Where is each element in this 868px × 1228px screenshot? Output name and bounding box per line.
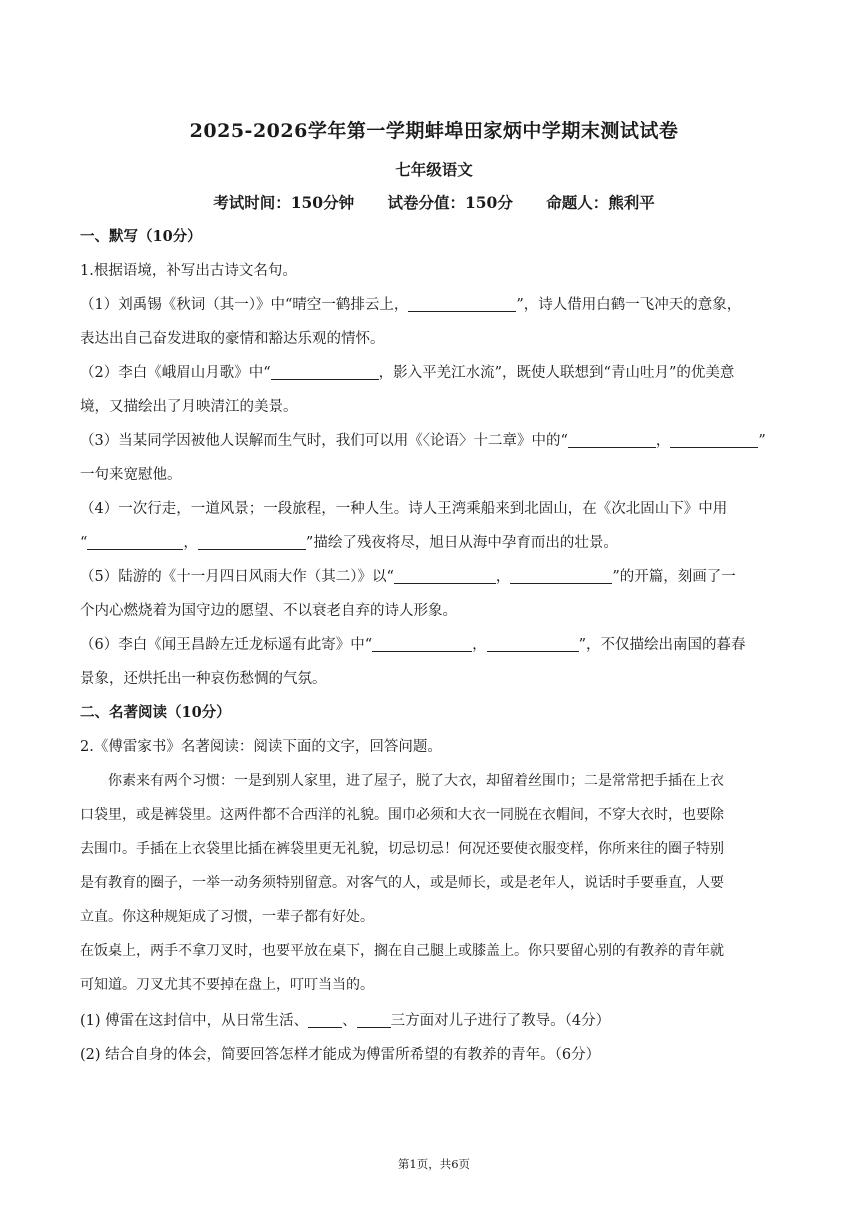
item-5-line-1: （5）陆游的《十一月四日风雨大作（其二）》以“ ， ”的开篇，刻画了一 [80, 560, 791, 594]
item-1-line-2: 表达出自己奋发进取的豪情和豁达乐观的情怀。 [80, 331, 385, 347]
item-1-line-1: （1）刘禹锡《秋词（其一）》中“晴空一鹤排云上， ”，诗人借用白鹤一飞冲天的意象， [80, 288, 791, 322]
answer-blank[interactable] [271, 361, 379, 380]
answer-blank[interactable] [394, 565, 496, 584]
item-2-line-1: （2）李白《峨眉山月歌》中“ ，影入平羌江水流”，既使人联想到“青山吐月”的优美意 [80, 356, 791, 390]
exam-meta [0, 191, 868, 213]
answer-blank[interactable] [487, 633, 579, 652]
answer-blank[interactable] [308, 1009, 342, 1028]
item-3-line-1: （3）当某同学因被他人误解而生气时，我们可以用《〈论语〉十二章》中的“ ， ” [80, 424, 791, 458]
section-1 [80, 220, 791, 764]
answer-blank[interactable] [357, 1009, 391, 1028]
section-1-heading: 一、默写（10分） [80, 228, 202, 245]
answer-blank[interactable] [510, 565, 612, 584]
exam-title: 2025-2026学年第一学期蚌埠田家炳中学期末测试试卷 [189, 120, 679, 142]
item-4-line-2: “ ， ”描绘了残夜将尽，旭日从海中孕育而出的壮景。 [80, 526, 791, 560]
answer-blank[interactable] [87, 531, 183, 550]
answer-blank[interactable] [408, 293, 516, 312]
page-number: 第1页，共6页 [397, 1157, 471, 1171]
item-3-line-2: 一句来宽慰他。 [80, 467, 182, 483]
answer-blank[interactable] [198, 531, 306, 550]
item-6-line-1: （6）李白《闻王昌龄左迁龙标遥有此寄》中“ ， ”，不仅描绘出南国的暮春 [80, 628, 791, 662]
subquestion-2: (2) 结合自身的体会，简要回答怎样才能成为傅雷所希望的有教养的青年。（6分） [80, 1047, 601, 1063]
grade-subject: 七年级语文 [395, 160, 473, 179]
subquestion-1: (1) 傅雷在这封信中，从日常生活、 、 三方面对儿子进行了教导。（4分） [80, 1004, 791, 1038]
exam-score: 试卷分值：150分 [387, 193, 513, 212]
question-2-stem: 2.《傅雷家书》名著阅读：阅读下面的文字，回答问题。 [80, 739, 442, 755]
reading-passage [80, 764, 791, 1002]
item-4-line-1: （4）一次行走，一道风景；一段旅程，一种人生。诗人王湾乘船来到北固山，在《次北固山下》中用 [80, 501, 728, 517]
passage-line: 立直。你这种规矩成了习惯，一辈子都有好处。 [80, 909, 374, 925]
passage-line: 可知道。刀叉尤其不要掉在盘上，叮叮当当的。 [80, 977, 374, 993]
section-2-heading: 二、名著阅读（10分） [80, 704, 231, 721]
passage-line: 去围巾。手插在上衣袋里比插在裤袋里更无礼貌，切忌切忌！何况还要使衣服变样，你所来往的圈子特别 [80, 841, 724, 857]
exam-author: 命题人：熊利平 [546, 193, 655, 212]
section-2-questions [80, 1004, 791, 1072]
passage-line: 你素来有两个习惯：一是到别人家里，进了屋子，脱了大衣，却留着丝围巾；二是常常把手插在上衣 [108, 773, 724, 789]
item-5-line-2: 个内心燃烧着为国守边的愿望、不以衰老自弃的诗人形象。 [80, 603, 457, 619]
passage-line: 在饭桌上，两手不拿刀叉时，也要平放在桌下，搁在自己腿上或膝盖上。你只要留心别的有教养的青年就 [80, 943, 724, 959]
passage-line: 是有教育的圈子，一举一动务须特别留意。对客气的人，或是师长，或是老年人，说话时手要垂直，人要 [80, 875, 724, 891]
passage-line: 口袋里，或是裤袋里。这两件都不合西洋的礼貌。围巾必须和大衣一同脱在衣帽间，不穿大衣时，也要除 [80, 807, 724, 823]
item-6-line-2: 景象，还烘托出一种哀伤愁惆的气氛。 [80, 671, 327, 687]
answer-blank[interactable] [670, 429, 758, 448]
answer-blank[interactable] [568, 429, 656, 448]
question-1-stem: 1.根据语境，补写出古诗文名句。 [80, 263, 297, 279]
exam-time: 考试时间：150分钟 [213, 193, 355, 212]
item-2-line-2: 境，又描绘出了月映清江的美景。 [80, 399, 298, 415]
answer-blank[interactable] [372, 633, 472, 652]
